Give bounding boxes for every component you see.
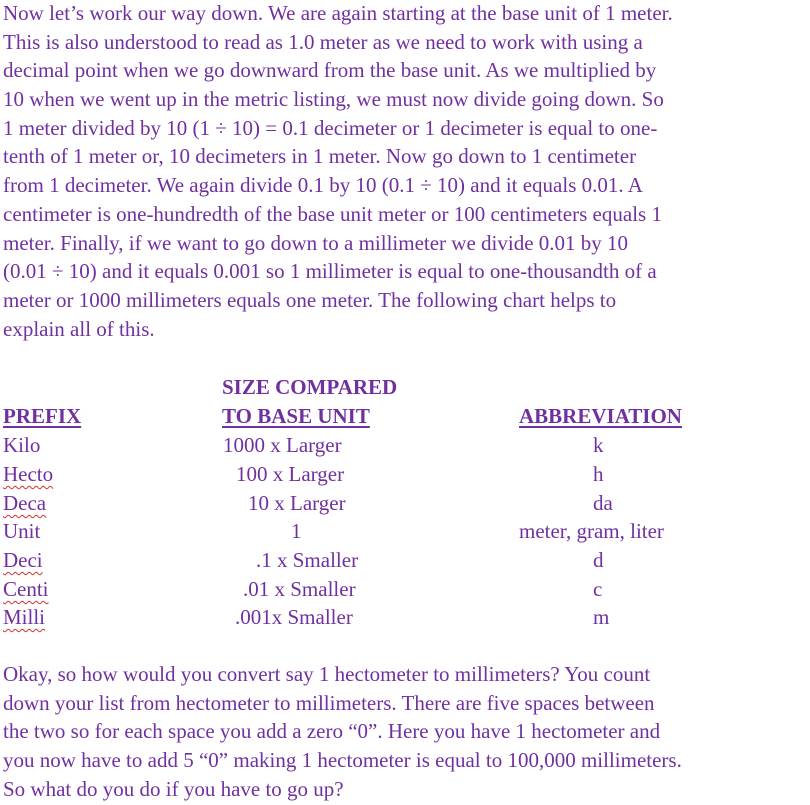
intro-line: tenth of 1 meter or, 10 decimeters in 1 meter. Now go down to 1 centimeter xyxy=(3,144,637,169)
intro-line: decimal point when we go downward from the base unit. As we multiplied by xyxy=(3,58,657,83)
prefix-cell: Unit xyxy=(3,519,41,543)
abbr-cell: h xyxy=(593,462,604,486)
outro-line: Okay, so how would you convert say 1 hectometer to millimeters? You count xyxy=(3,662,651,686)
abbr-cell: meter, gram, liter xyxy=(519,519,664,543)
size-cell: 10 x Larger xyxy=(248,491,346,515)
intro-line: meter or 1000 millimeters equals one meter. The following chart helps to xyxy=(3,287,617,312)
abbr-cell: c xyxy=(593,577,603,601)
intro-line: 1 meter divided by 10 (1 ÷ 10) = 0.1 decimeter or 1 decimeter is equal to one- xyxy=(3,115,658,140)
intro-paragraph xyxy=(3,0,673,343)
prefix-cell: Deci xyxy=(3,548,43,572)
prefix-cell: Centi xyxy=(3,577,49,601)
intro-line: centimeter is one-hundredth of the base unit meter or 100 centimeters equals 1 xyxy=(3,201,662,226)
header-prefix: PREFIX xyxy=(3,404,82,428)
prefix-cell: Deca xyxy=(3,491,47,515)
outro-line: down your list from hectometer to millimeters. There are five spaces between xyxy=(3,690,655,715)
abbr-cell: da xyxy=(593,491,613,515)
header-abbreviation: ABBREVIATION xyxy=(519,404,682,428)
header-size-line2-text: TO BASE UNIT xyxy=(222,404,370,428)
prefix-cell: Milli xyxy=(3,605,46,629)
outro-line: you now have to add 5 “0” making 1 hectometer is equal to 100,000 millimeters. xyxy=(3,748,682,773)
intro-line: from 1 decimeter. We again divide 0.1 by 10 (0.1 ÷ 10) and it equals 0.01. A xyxy=(3,173,643,198)
intro-line: explain all of this. xyxy=(3,316,155,341)
outro-paragraph xyxy=(3,660,682,803)
size-cell: .01 x Smaller xyxy=(243,577,356,601)
size-cell: 1000 x Larger xyxy=(223,433,342,457)
intro-line: 10 when we went up in the metric listing, we must now divide going down. So xyxy=(3,87,664,112)
prefix-cell: Kilo xyxy=(3,433,41,457)
size-cell: .001x Smaller xyxy=(235,605,353,629)
header-size-line2 xyxy=(222,402,398,431)
intro-line: Now let’s work our way down. We are again starting at the base unit of 1 meter. xyxy=(3,1,673,25)
header-size-line1: SIZE COMPARED xyxy=(222,375,398,399)
size-cell: .1 x Smaller xyxy=(256,548,359,572)
size-cell: 1 xyxy=(291,519,302,543)
intro-line: meter. Finally, if we want to go down to a millimeter we divide 0.01 by 10 xyxy=(3,230,629,255)
prefix-cell: Hecto xyxy=(3,462,54,486)
abbr-cell: d xyxy=(593,548,604,572)
abbr-cell: m xyxy=(593,605,610,629)
intro-line: This is also understood to read as 1.0 meter as we need to work with using a xyxy=(3,29,643,54)
outro-line: So what do you do if you have to go up? xyxy=(3,776,344,801)
size-cell: 100 x Larger xyxy=(236,462,345,486)
intro-line: (0.01 ÷ 10) and it equals 0.001 so 1 millimeter is equal to one-thousandth of a xyxy=(3,259,657,284)
abbr-cell: k xyxy=(593,433,604,457)
outro-line: the two so for each space you add a zero “0”. Here you have 1 hectometer and xyxy=(3,719,661,744)
